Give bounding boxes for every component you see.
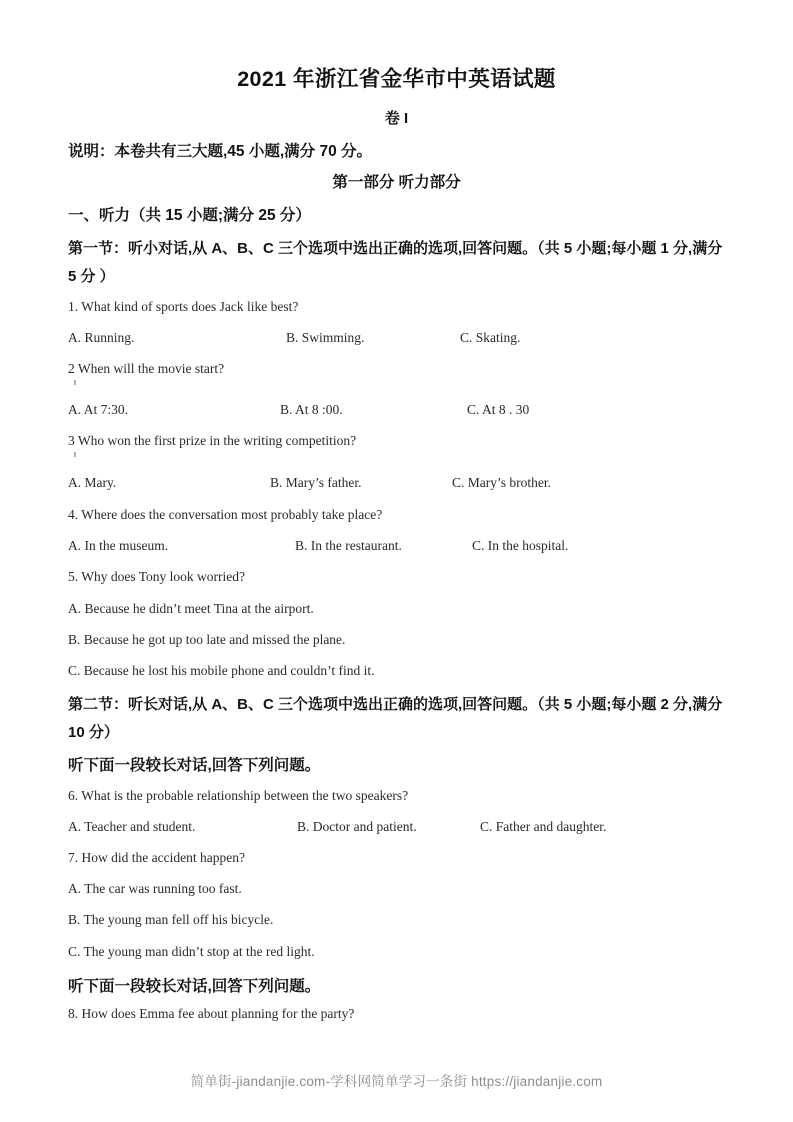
option-5-c[interactable]: C. Because he lost his mobile phone and couldn’t find it. [68, 663, 375, 678]
part-heading: 第一部分 听力部分 [332, 174, 461, 191]
option-1-c[interactable]: C. Skating. [460, 330, 521, 345]
option-6-b[interactable]: B. Doctor and patient. [297, 819, 417, 834]
question-stem-3: 3 Who won the first prize in the writing competition? [68, 433, 357, 448]
question-stem-1: 1. What kind of sports does Jack like best? [68, 299, 299, 314]
option-row-1 [0, 330, 793, 348]
scan-artifact-icon [74, 380, 76, 385]
option-row-4 [0, 538, 793, 556]
option-5-a[interactable]: A. Because he didn’t meet Tina at the airport. [68, 601, 314, 616]
option-4-a[interactable]: A. In the museum. [68, 538, 169, 553]
option-7-a[interactable]: A. The car was running too fast. [68, 881, 242, 896]
option-4-b[interactable]: B. In the restaurant. [295, 538, 402, 553]
page-title: 2021 年浙江省金华市中英语试题 [237, 67, 556, 91]
option-3-b[interactable]: B. Mary’s father. [270, 475, 362, 490]
section-heading-listening: 一、听力（共 15 小题;满分 25 分） [68, 207, 311, 224]
option-1-a[interactable]: A. Running. [68, 330, 135, 345]
option-3-a[interactable]: A. Mary. [68, 475, 117, 490]
question-stem-7: 7. How did the accident happen? [68, 850, 245, 865]
footer-watermark: 简单街-jiandanjie.com-学科网简单学习一条街 https://jiandanjie.com [190, 1074, 603, 1089]
question-stem-4: 4. Where does the conversation most probably take place? [68, 507, 383, 522]
question-stem-6: 6. What is the probable relationship between the two speakers? [68, 788, 409, 803]
option-row-6 [0, 819, 793, 837]
dialogue-cue-2: 听下面一段较长对话,回答下列问题。 [68, 978, 321, 995]
question-stem-8: 8. How does Emma fee about planning for the party? [68, 1006, 355, 1021]
subsection-heading-1: 第一节：听小对话,从 A、B、C 三个选项中选出正确的选项,回答问题。（共 5 小题;每小题 1 分,满分 5 分 ） [68, 240, 723, 285]
subsection-heading-2: 第二节：听长对话,从 A、B、C 三个选项中选出正确的选项,回答问题。（共 5 小题;每小题 2 分,满分 10 分） [68, 696, 723, 741]
scan-artifact-icon [74, 452, 76, 457]
option-7-c[interactable]: C. The young man didn’t stop at the red light. [68, 944, 315, 959]
question-stem-5: 5. Why does Tony look worried? [68, 569, 246, 584]
option-2-a[interactable]: A. At 7:30. [68, 402, 129, 417]
dialogue-cue-1: 听下面一段较长对话,回答下列问题。 [68, 757, 321, 774]
option-6-c[interactable]: C. Father and daughter. [480, 819, 607, 834]
paper-label: 卷 I [384, 110, 409, 127]
option-row-3 [0, 475, 793, 493]
question-stem-2: 2 When will the movie start? [68, 361, 225, 376]
option-7-b[interactable]: B. The young man fell off his bicycle. [68, 912, 274, 927]
option-1-b[interactable]: B. Swimming. [286, 330, 365, 345]
option-3-c[interactable]: C. Mary’s brother. [452, 475, 551, 490]
option-2-c[interactable]: C. At 8 . 30 [467, 402, 530, 417]
option-5-b[interactable]: B. Because he got up too late and missed the plane. [68, 632, 346, 647]
option-6-a[interactable]: A. Teacher and student. [68, 819, 196, 834]
option-2-b[interactable]: B. At 8 :00. [280, 402, 343, 417]
option-row-2 [0, 402, 793, 420]
exam-note: 说明：本卷共有三大题,45 小题,满分 70 分。 [68, 143, 373, 160]
option-4-c[interactable]: C. In the hospital. [472, 538, 569, 553]
